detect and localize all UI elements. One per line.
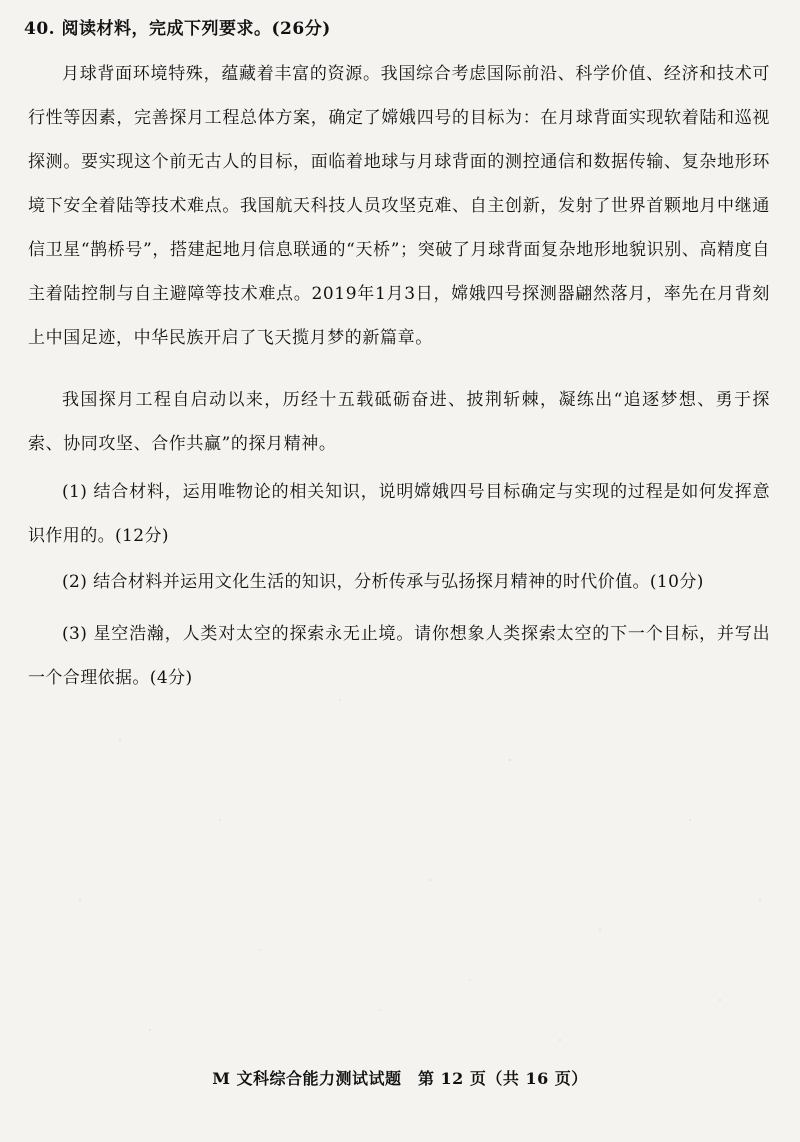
subquestion-2: (2) 结合材料并运用文化生活的知识，分析传承与弘扬探月精神的时代价值。(10分) xyxy=(62,572,704,592)
material-paragraph-1: 月球背面环境特殊，蕴藏着丰富的资源。我国综合考虑国际前沿、科学价值、经济和技术可行性等因素，完善探月工程总体方案，确定了嫦娥四号的目标为：在月球背面实现软着陆和巡视探测。要实现这个前无古人的目标，面临着地球与月球背面的测控通信和数据传输、复杂地形环境下安全着陆等技术难点。我国航天科技人员攻坚克难、自主创新，发射了世界首颗地月中继通信卫星“鹊桥号”，搭建起地月信息联通的“天桥”；突破了月球背面复杂地形地貌识别、高精度自主着陆控制与自主避障等技术难点。2019年1月3日，嫦娥四号探测器翩然落月，率先在月背刻上中国足迹，中华民族开启了飞天揽月梦的新篇章。 xyxy=(28,64,770,348)
subquestion-3: (3) 星空浩瀚，人类对太空的探索永无止境。请你想象人类探索太空的下一个目标，并写出一个合理依据。(4分) xyxy=(28,624,770,688)
question-title: 40. 阅读材料，完成下列要求。(26分) xyxy=(24,19,331,39)
subquestion-1: (1) 结合材料，运用唯物论的相关知识，说明嫦娥四号目标确定与实现的过程是如何发挥意识作用的。(12分) xyxy=(28,482,770,546)
material-paragraph-2: 我国探月工程自启动以来，历经十五载砥砺奋进、披荆斩棘，凝练出“追逐梦想、勇于探索、协同攻坚、合作共赢”的探月精神。 xyxy=(28,390,770,454)
page-footer: M 文科综合能力测试试题 第 12 页（共 16 页） xyxy=(212,1069,588,1088)
